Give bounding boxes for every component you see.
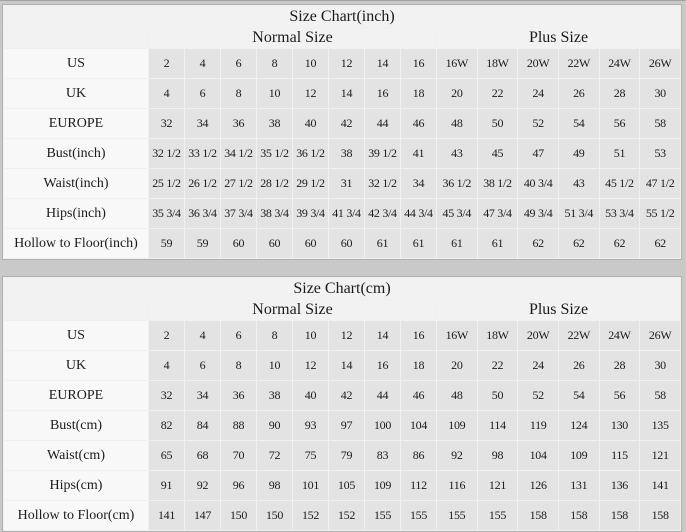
size-value-cell: 36 — [221, 109, 256, 138]
table-row — [4, 381, 680, 410]
size-value-cell: 12 — [293, 79, 328, 108]
size-value-cell: 8 — [221, 351, 256, 380]
size-value-cell: 75 — [293, 441, 328, 470]
size-value-cell: 4 — [149, 79, 184, 108]
size-value-cell: 12 — [329, 321, 364, 350]
table-body — [4, 321, 680, 530]
size-value-cell: 84 — [185, 411, 220, 440]
size-value-cell: 34 — [401, 169, 436, 198]
size-value-cell: 70 — [221, 441, 256, 470]
size-value-cell: 26W — [640, 49, 680, 78]
size-value-cell: 22 — [478, 79, 518, 108]
size-value-cell: 50 — [478, 109, 518, 138]
size-value-cell: 34 — [185, 381, 220, 410]
size-value-cell: 29 1/2 — [293, 169, 328, 198]
size-value-cell: 61 — [401, 229, 436, 258]
size-value-cell: 20W — [518, 321, 558, 350]
size-value-cell: 43 — [559, 169, 599, 198]
size-value-cell: 2 — [149, 321, 184, 350]
size-value-cell: 34 — [185, 109, 220, 138]
table-title: Size Chart(inch) — [4, 6, 680, 27]
size-value-cell: 20 — [437, 351, 477, 380]
size-value-cell: 54 — [559, 109, 599, 138]
size-value-cell: 93 — [293, 411, 328, 440]
plus-size-header: Plus Size — [437, 28, 680, 48]
row-label: UK — [4, 79, 148, 108]
table-title-row — [4, 6, 680, 27]
size-value-cell: 32 — [149, 381, 184, 410]
size-value-cell: 150 — [257, 501, 292, 530]
size-value-cell: 114 — [478, 411, 518, 440]
size-value-cell: 14 — [329, 351, 364, 380]
size-value-cell: 26 — [559, 351, 599, 380]
size-value-cell: 44 — [365, 381, 400, 410]
size-value-cell: 26W — [640, 321, 680, 350]
size-value-cell: 45 1/2 — [600, 169, 640, 198]
size-value-cell: 92 — [437, 441, 477, 470]
size-value-cell: 49 3/4 — [518, 199, 558, 228]
size-value-cell: 158 — [518, 501, 558, 530]
size-value-cell: 136 — [600, 471, 640, 500]
size-value-cell: 27 1/2 — [221, 169, 256, 198]
size-value-cell: 112 — [401, 471, 436, 500]
table-row — [4, 109, 680, 138]
size-value-cell: 56 — [600, 109, 640, 138]
size-value-cell: 45 — [478, 139, 518, 168]
size-value-cell: 18W — [478, 49, 518, 78]
normal-size-header: Normal Size — [149, 28, 436, 48]
size-value-cell: 24 — [518, 79, 558, 108]
section-header-row — [4, 28, 680, 48]
size-value-cell: 51 3/4 — [559, 199, 599, 228]
size-value-cell: 30 — [640, 351, 680, 380]
size-value-cell: 90 — [257, 411, 292, 440]
size-value-cell: 141 — [149, 501, 184, 530]
size-value-cell: 58 — [640, 109, 680, 138]
size-value-cell: 52 — [518, 381, 558, 410]
size-value-cell: 18 — [401, 79, 436, 108]
size-value-cell: 41 3/4 — [329, 199, 364, 228]
size-value-cell: 116 — [437, 471, 477, 500]
size-value-cell: 60 — [221, 229, 256, 258]
size-value-cell: 121 — [640, 441, 680, 470]
size-value-cell: 62 — [559, 229, 599, 258]
size-value-cell: 36 1/2 — [437, 169, 477, 198]
size-value-cell: 38 — [329, 139, 364, 168]
size-value-cell: 12 — [329, 49, 364, 78]
size-value-cell: 14 — [365, 49, 400, 78]
size-value-cell: 22W — [559, 49, 599, 78]
size-value-cell: 42 — [329, 109, 364, 138]
row-label: US — [4, 49, 148, 78]
size-value-cell: 109 — [365, 471, 400, 500]
plus-size-header: Plus Size — [437, 300, 680, 320]
size-value-cell: 60 — [257, 229, 292, 258]
size-value-cell: 6 — [221, 321, 256, 350]
size-value-cell: 101 — [293, 471, 328, 500]
size-value-cell: 24W — [600, 49, 640, 78]
size-value-cell: 26 — [559, 79, 599, 108]
table-row — [4, 411, 680, 440]
size-value-cell: 16 — [401, 321, 436, 350]
size-value-cell: 6 — [185, 351, 220, 380]
size-value-cell: 62 — [600, 229, 640, 258]
row-label: Bust(inch) — [4, 139, 148, 168]
size-value-cell: 158 — [600, 501, 640, 530]
size-value-cell: 18 — [401, 351, 436, 380]
size-value-cell: 150 — [221, 501, 256, 530]
size-value-cell: 31 — [329, 169, 364, 198]
size-chart-inch-table — [2, 4, 682, 260]
size-chart-cm-table — [2, 276, 682, 532]
row-label: EUROPE — [4, 109, 148, 138]
table-row — [4, 79, 680, 108]
size-value-cell: 47 3/4 — [478, 199, 518, 228]
table-row — [4, 169, 680, 198]
size-value-cell: 24W — [600, 321, 640, 350]
size-value-cell: 4 — [149, 351, 184, 380]
size-value-cell: 82 — [149, 411, 184, 440]
size-value-cell: 28 — [600, 79, 640, 108]
size-value-cell: 92 — [185, 471, 220, 500]
size-value-cell: 109 — [559, 441, 599, 470]
size-value-cell: 62 — [518, 229, 558, 258]
size-value-cell: 54 — [559, 381, 599, 410]
size-value-cell: 96 — [221, 471, 256, 500]
size-value-cell: 47 1/2 — [640, 169, 680, 198]
size-value-cell: 36 3/4 — [185, 199, 220, 228]
size-value-cell: 4 — [185, 321, 220, 350]
size-value-cell: 59 — [185, 229, 220, 258]
size-value-cell: 100 — [365, 411, 400, 440]
size-value-cell: 10 — [293, 321, 328, 350]
size-value-cell: 135 — [640, 411, 680, 440]
size-value-cell: 6 — [185, 79, 220, 108]
size-value-cell: 141 — [640, 471, 680, 500]
size-value-cell: 65 — [149, 441, 184, 470]
size-value-cell: 147 — [185, 501, 220, 530]
table-row — [4, 199, 680, 228]
size-value-cell: 58 — [640, 381, 680, 410]
size-value-cell: 16W — [437, 321, 477, 350]
size-value-cell: 131 — [559, 471, 599, 500]
size-value-cell: 41 — [401, 139, 436, 168]
size-value-cell: 51 — [600, 139, 640, 168]
size-value-cell: 8 — [257, 321, 292, 350]
size-value-cell: 39 3/4 — [293, 199, 328, 228]
size-value-cell: 12 — [293, 351, 328, 380]
size-value-cell: 35 3/4 — [149, 199, 184, 228]
size-value-cell: 79 — [329, 441, 364, 470]
size-value-cell: 32 1/2 — [149, 139, 184, 168]
size-value-cell: 158 — [640, 501, 680, 530]
size-value-cell: 53 — [640, 139, 680, 168]
size-value-cell: 60 — [293, 229, 328, 258]
size-value-cell: 32 — [149, 109, 184, 138]
size-value-cell: 60 — [329, 229, 364, 258]
table-row — [4, 441, 680, 470]
size-value-cell: 49 — [559, 139, 599, 168]
size-value-cell: 8 — [221, 79, 256, 108]
size-value-cell: 91 — [149, 471, 184, 500]
size-value-cell: 155 — [478, 501, 518, 530]
size-value-cell: 155 — [365, 501, 400, 530]
row-label: Waist(inch) — [4, 169, 148, 198]
size-value-cell: 152 — [329, 501, 364, 530]
size-value-cell: 6 — [221, 49, 256, 78]
size-value-cell: 46 — [401, 109, 436, 138]
size-value-cell: 33 1/2 — [185, 139, 220, 168]
size-value-cell: 18W — [478, 321, 518, 350]
size-value-cell: 68 — [185, 441, 220, 470]
row-label: US — [4, 321, 148, 350]
size-value-cell: 40 — [293, 109, 328, 138]
row-label: EUROPE — [4, 381, 148, 410]
size-value-cell: 48 — [437, 381, 477, 410]
size-value-cell: 124 — [559, 411, 599, 440]
size-value-cell: 45 3/4 — [437, 199, 477, 228]
size-value-cell: 36 1/2 — [293, 139, 328, 168]
size-value-cell: 2 — [149, 49, 184, 78]
size-value-cell: 37 3/4 — [221, 199, 256, 228]
size-value-cell: 22 — [478, 351, 518, 380]
size-value-cell: 28 — [600, 351, 640, 380]
table-body — [4, 49, 680, 258]
table-row — [4, 321, 680, 350]
size-value-cell: 62 — [640, 229, 680, 258]
size-value-cell: 55 1/2 — [640, 199, 680, 228]
section-header-row — [4, 300, 680, 320]
table-title: Size Chart(cm) — [4, 278, 680, 299]
size-value-cell: 46 — [401, 381, 436, 410]
size-value-cell: 10 — [257, 351, 292, 380]
size-value-cell: 105 — [329, 471, 364, 500]
size-value-cell: 26 1/2 — [185, 169, 220, 198]
row-label: Bust(cm) — [4, 411, 148, 440]
row-label: Waist(cm) — [4, 441, 148, 470]
size-value-cell: 72 — [257, 441, 292, 470]
table-row — [4, 351, 680, 380]
corner-cell — [4, 300, 148, 320]
size-value-cell: 53 3/4 — [600, 199, 640, 228]
size-value-cell: 10 — [293, 49, 328, 78]
size-value-cell: 152 — [293, 501, 328, 530]
size-value-cell: 22W — [559, 321, 599, 350]
size-value-cell: 42 — [329, 381, 364, 410]
size-value-cell: 42 3/4 — [365, 199, 400, 228]
size-value-cell: 40 — [293, 381, 328, 410]
size-value-cell: 155 — [437, 501, 477, 530]
size-value-cell: 115 — [600, 441, 640, 470]
table-row — [4, 139, 680, 168]
size-value-cell: 16 — [401, 49, 436, 78]
size-value-cell: 98 — [257, 471, 292, 500]
size-value-cell: 20W — [518, 49, 558, 78]
size-value-cell: 14 — [365, 321, 400, 350]
row-label: Hips(cm) — [4, 471, 148, 500]
row-label: Hollow to Floor(inch) — [4, 229, 148, 258]
size-value-cell: 155 — [401, 501, 436, 530]
size-value-cell: 83 — [365, 441, 400, 470]
size-value-cell: 50 — [478, 381, 518, 410]
table-row — [4, 501, 680, 530]
size-value-cell: 8 — [257, 49, 292, 78]
row-label: UK — [4, 351, 148, 380]
size-value-cell: 36 — [221, 381, 256, 410]
size-value-cell: 52 — [518, 109, 558, 138]
size-value-cell: 109 — [437, 411, 477, 440]
size-value-cell: 38 — [257, 381, 292, 410]
size-value-cell: 25 1/2 — [149, 169, 184, 198]
size-value-cell: 20 — [437, 79, 477, 108]
size-value-cell: 126 — [518, 471, 558, 500]
size-value-cell: 44 3/4 — [401, 199, 436, 228]
size-value-cell: 61 — [478, 229, 518, 258]
row-label: Hollow to Floor(cm) — [4, 501, 148, 530]
size-value-cell: 16 — [365, 351, 400, 380]
size-value-cell: 56 — [600, 381, 640, 410]
size-value-cell: 40 3/4 — [518, 169, 558, 198]
corner-cell — [4, 28, 148, 48]
normal-size-header: Normal Size — [149, 300, 436, 320]
size-value-cell: 30 — [640, 79, 680, 108]
size-value-cell: 16W — [437, 49, 477, 78]
size-value-cell: 61 — [365, 229, 400, 258]
size-value-cell: 35 1/2 — [257, 139, 292, 168]
size-value-cell: 34 1/2 — [221, 139, 256, 168]
size-value-cell: 119 — [518, 411, 558, 440]
size-value-cell: 59 — [149, 229, 184, 258]
size-value-cell: 38 1/2 — [478, 169, 518, 198]
size-value-cell: 61 — [437, 229, 477, 258]
size-value-cell: 39 1/2 — [365, 139, 400, 168]
size-value-cell: 158 — [559, 501, 599, 530]
size-value-cell: 32 1/2 — [365, 169, 400, 198]
size-value-cell: 38 3/4 — [257, 199, 292, 228]
size-value-cell: 28 1/2 — [257, 169, 292, 198]
size-value-cell: 104 — [401, 411, 436, 440]
size-value-cell: 43 — [437, 139, 477, 168]
size-value-cell: 44 — [365, 109, 400, 138]
size-value-cell: 10 — [257, 79, 292, 108]
table-row — [4, 471, 680, 500]
size-value-cell: 104 — [518, 441, 558, 470]
size-value-cell: 97 — [329, 411, 364, 440]
size-value-cell: 130 — [600, 411, 640, 440]
size-value-cell: 4 — [185, 49, 220, 78]
table-title-row — [4, 278, 680, 299]
size-value-cell: 14 — [329, 79, 364, 108]
size-value-cell: 38 — [257, 109, 292, 138]
table-row — [4, 49, 680, 78]
size-value-cell: 121 — [478, 471, 518, 500]
size-value-cell: 16 — [365, 79, 400, 108]
size-value-cell: 24 — [518, 351, 558, 380]
table-row — [4, 229, 680, 258]
size-value-cell: 86 — [401, 441, 436, 470]
row-label: Hips(inch) — [4, 199, 148, 228]
size-value-cell: 48 — [437, 109, 477, 138]
size-value-cell: 88 — [221, 411, 256, 440]
size-value-cell: 47 — [518, 139, 558, 168]
size-value-cell: 98 — [478, 441, 518, 470]
